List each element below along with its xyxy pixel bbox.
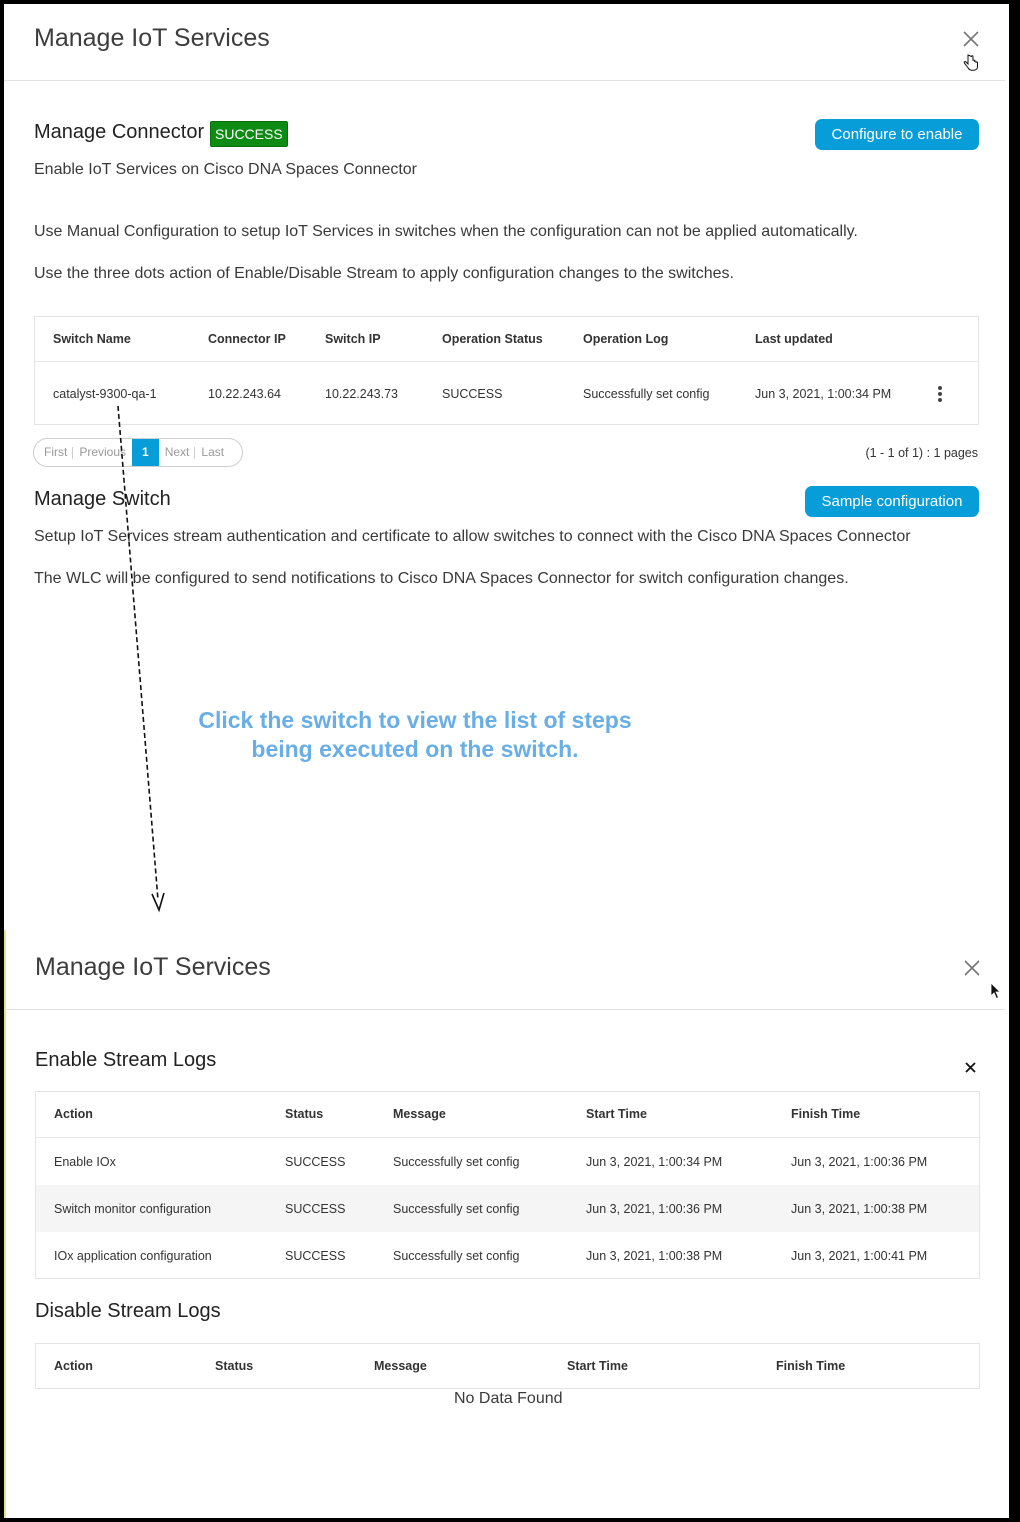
manual-config-info: Use Manual Configuration to setup IoT Services in switches when the configuration can not be applied automatically. [34,223,858,240]
last-updated-cell: Jun 3, 2021, 1:00:34 PM [755,387,892,401]
operation-log-cell: Successfully set config [583,387,710,401]
configure-to-enable-button[interactable]: Configure to enable [815,119,979,150]
disable-stream-logs-heading: Disable Stream Logs [35,1300,221,1322]
message-cell: Successfully set config [393,1155,520,1169]
manage-connector-heading: Manage Connector [34,121,205,143]
annotation-text [150,706,680,764]
action-cell: Switch monitor configuration [54,1202,212,1216]
operation-status-cell: SUCCESS [442,387,503,401]
action-cell: Enable IOx [54,1155,116,1169]
col-switch-ip[interactable]: Switch IP [325,332,381,346]
message-cell: Successfully set config [393,1202,520,1216]
col-switch-name[interactable]: Switch Name [53,332,131,346]
pager-next[interactable]: Next [159,439,196,466]
wlc-notification-info: The WLC will be configured to send notifications to Cisco DNA Spaces Connector for switch configuration changes. [34,570,849,587]
empty-state: No Data Found [454,1390,563,1407]
connector-subtitle: Enable IoT Services on Cisco DNA Spaces Connector [34,161,418,178]
panel-edge [4,930,6,1518]
switch-ip-cell: 10.22.243.73 [325,387,398,401]
header-divider-2 [4,1009,1005,1010]
col-action[interactable]: Action [54,1359,93,1373]
start-time-cell: Jun 3, 2021, 1:00:38 PM [586,1249,723,1263]
status-cell: SUCCESS [285,1155,346,1169]
col-operation-status[interactable]: Operation Status [442,332,543,346]
page-info: (1 - 1 of 1) : 1 pages [865,446,978,460]
status-cell: SUCCESS [285,1202,346,1216]
finish-time-cell: Jun 3, 2021, 1:00:41 PM [791,1249,928,1263]
manage-switch-heading: Manage Switch [34,488,171,510]
table-row [36,1138,979,1185]
switch-name-link[interactable]: catalyst-9300-qa-1 [53,387,157,401]
status-cell: SUCCESS [285,1249,346,1263]
col-connector-ip[interactable]: Connector IP [208,332,286,346]
col-last-updated[interactable]: Last updated [755,332,833,346]
col-start-time[interactable]: Start Time [567,1359,628,1373]
col-start-time[interactable]: Start Time [586,1107,647,1121]
col-message[interactable]: Message [393,1107,446,1121]
col-message[interactable]: Message [374,1359,427,1373]
disable-stream-logs-table [35,1343,980,1389]
finish-time-cell: Jun 3, 2021, 1:00:38 PM [791,1202,928,1216]
sample-configuration-button[interactable]: Sample configuration [805,486,979,517]
col-operation-log[interactable]: Operation Log [583,332,669,346]
annotation-line-1: Click the switch to view the list of steps [198,707,632,733]
switch-auth-info: Setup IoT Services stream authentication and certificate to allow switches to connect with the Cisco DNA Spaces Connector [34,528,911,545]
three-dots-info: Use the three dots action of Enable/Disable Stream to apply configuration changes to the switches. [34,265,734,282]
pager-first[interactable]: First [34,439,73,466]
close-icon[interactable] [964,960,982,978]
table-row [36,1232,979,1279]
col-finish-time[interactable]: Finish Time [791,1107,861,1121]
status-badge: SUCCESS [210,121,288,147]
modal-title: Manage IoT Services [34,24,270,52]
table-row [36,1185,979,1232]
pager-last[interactable]: Last [201,445,225,459]
start-time-cell: Jun 3, 2021, 1:00:36 PM [586,1202,723,1216]
col-status[interactable]: Status [285,1107,324,1121]
arrow-cursor-icon [990,982,1002,1000]
col-status[interactable]: Status [215,1359,254,1373]
connector-ip-cell: 10.22.243.64 [208,387,281,401]
finish-time-cell: Jun 3, 2021, 1:00:36 PM [791,1155,928,1169]
col-finish-time[interactable]: Finish Time [776,1359,846,1373]
start-time-cell: Jun 3, 2021, 1:00:34 PM [586,1155,723,1169]
col-action[interactable]: Action [54,1107,93,1121]
close-small-icon[interactable] [965,1062,977,1074]
message-cell: Successfully set config [393,1249,520,1263]
annotation-line-2: being executed on the switch. [251,736,579,762]
enable-stream-logs-table [35,1091,980,1279]
pager-previous[interactable]: Previous [79,445,127,459]
action-cell: IOx application configuration [54,1249,212,1263]
enable-stream-logs-heading: Enable Stream Logs [35,1049,217,1071]
modal-title-2: Manage IoT Services [35,953,271,981]
pager-current-page[interactable]: 1 [132,439,159,466]
